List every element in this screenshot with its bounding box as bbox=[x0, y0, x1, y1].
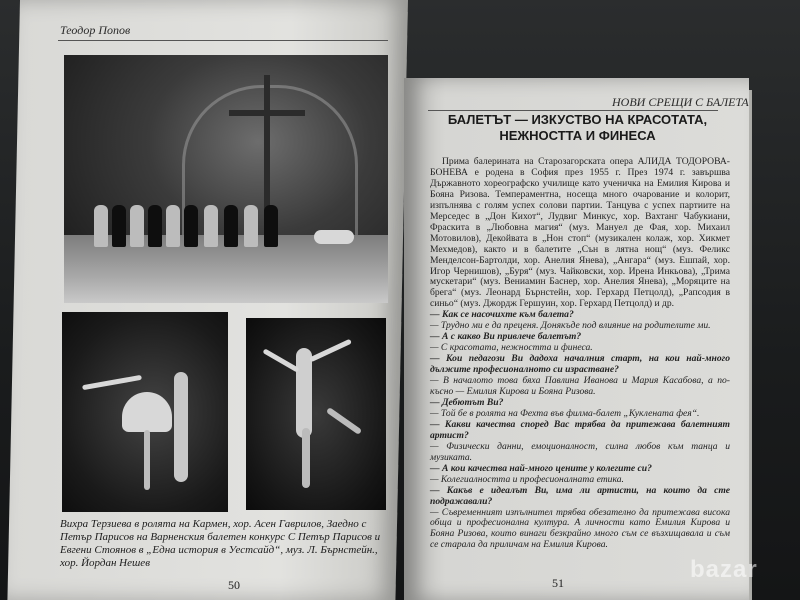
interview-question: — Какъв е идеалът Ви, има ли артисти, на които да сте подражавали? bbox=[430, 484, 730, 507]
interview-question: — Как се насочихте към балета? bbox=[430, 309, 574, 321]
right-page-number: 51 bbox=[552, 576, 564, 590]
partner-figure bbox=[296, 348, 312, 438]
watermark-logo: bazar bbox=[690, 556, 758, 583]
article-heading: БАЛЕТЪТ — ИЗКУСТВО НА КРАСОТАТА, НЕЖНОСТТА И ФИНЕСА bbox=[447, 112, 708, 143]
right-head-rule bbox=[428, 110, 718, 111]
leg-figure bbox=[326, 407, 362, 435]
chorus-figure bbox=[148, 205, 162, 247]
chorus-figure bbox=[264, 205, 278, 247]
dance-photo-left bbox=[62, 312, 228, 512]
chorus-figure bbox=[166, 205, 180, 247]
interview-question: — Кои педагози Ви дадоха началния старт, на кои най-много дължите професионалното си израстване? bbox=[430, 353, 730, 376]
interview-answer: — Колегиалността и професионалната етика. bbox=[430, 473, 624, 485]
interview-answer: — Физически данни, емоционалност, силна любов към танца и музиката. bbox=[430, 440, 730, 463]
right-running-head: НОВИ СРЕЩИ С БАЛЕТА bbox=[612, 95, 749, 109]
article-body bbox=[430, 157, 730, 551]
cross-bar bbox=[229, 110, 305, 116]
interview-answer: — Съвременният изпълнител трябва обезателно да притежава висока обща и професионална култура. А личности като Емилия Кирова и Бояна Ризова, които винаги безкрайно много съм се възхищавала и съм се старала да приличам на Емилия Кирова. bbox=[430, 506, 730, 551]
chorus-figure bbox=[224, 205, 238, 247]
left-head-rule bbox=[58, 40, 388, 41]
interview-question: — Дебютът Ви? bbox=[430, 396, 504, 408]
interview-question: — Какви качества според Вас трябва да притежава балетният артист? bbox=[430, 418, 730, 441]
chorus-figure bbox=[204, 205, 218, 247]
arm-figure bbox=[82, 375, 142, 390]
chorus-figure bbox=[112, 205, 126, 247]
interview-question: — А кои качества най-много цените у колегите си? bbox=[430, 462, 652, 474]
interview-question: — А с какво Ви привлече балетът? bbox=[430, 331, 582, 343]
leg-figure bbox=[302, 428, 310, 488]
interview-answer: — Трудно ми е да преценя. Донякъде под влияние на родителите ми. bbox=[430, 320, 711, 332]
chorus-figure bbox=[244, 205, 258, 247]
tutu-figure bbox=[122, 392, 172, 432]
chorus-figure bbox=[184, 205, 198, 247]
interview-answer: — Той бе в ролята на Фехта във филма-балет „Куклената фея“. bbox=[430, 407, 700, 419]
leg-figure bbox=[144, 430, 150, 490]
paragraph: Прима балерината на Старозагорската опера АЛИДА ТОДОРОВА-БОНЕВА е родена в София през 1955 г. През 1974 г. завършва Държавното хореографско училище като ученичка на Емилия Кирова и Бояна Ризова. Темпераментна, носеща много очарование и колорит, изпълнява с голям успех солови партии. Танцува с успех партиите на Мерседес в „Дон Кихот“, Лудвиг Минкус, хор. Вахтанг Чабукиани, Фраскита в „Любовна магия“ (муз. Мануел де Фая, хор. Михаил Мотовилов), Декойвата в „Нон стоп“ (музикален колаж, хор. Хикмет Мехмедов), както и в балетите „Сън в лятна нощ“ (муз. Феликс Менделсон-Бартолди, хор. Анелия Янева), „Ангара“ (муз. Ешпай, хор. Игор Чернишов), „Буря“ (муз. Чайковски, хор. Ирена Инкьова), „Трима мускетари“ (муз. Вениамин Баснер, хор. Анелия Янева), „Моряците на брега“ (муз. Леонард Бърнстейн, хор. Герхард Петцолд), „Рапсодия в синьо“ (муз. Джордж Гершуин, хор. Герхард Петцолд) и др. bbox=[430, 156, 730, 310]
dancer-figure bbox=[314, 230, 354, 244]
chorus-figure bbox=[130, 205, 144, 247]
stage-photo bbox=[64, 55, 388, 303]
partner-figure bbox=[174, 372, 188, 482]
interview-answer: — С красотата, нежността и финеса. bbox=[430, 342, 593, 354]
dance-photo-right bbox=[246, 318, 386, 510]
left-page-number: 50 bbox=[228, 578, 240, 592]
arm-figure bbox=[262, 348, 299, 372]
interview-answer: — В началото това бяха Павлина Иванова и Мария Касабова, а по-късно — Емилия Кирова и Бояна Ризова. bbox=[430, 375, 730, 398]
chorus-figure bbox=[94, 205, 108, 247]
cross-shape bbox=[264, 75, 270, 225]
photo-caption: Вихра Терзиева в ролята на Кармен, хор. Асен Гаврилов, Заедно с Петър Парисов на Варненския балетен конкурс С Петър Парисов и Евгени Стоянов в „Една история в Уестсайд“, муз. Л. Бърнстейн., хор. Йордан Нешев bbox=[60, 518, 381, 569]
left-running-head: Теодор Попов bbox=[60, 23, 131, 37]
arm-figure bbox=[309, 339, 352, 363]
